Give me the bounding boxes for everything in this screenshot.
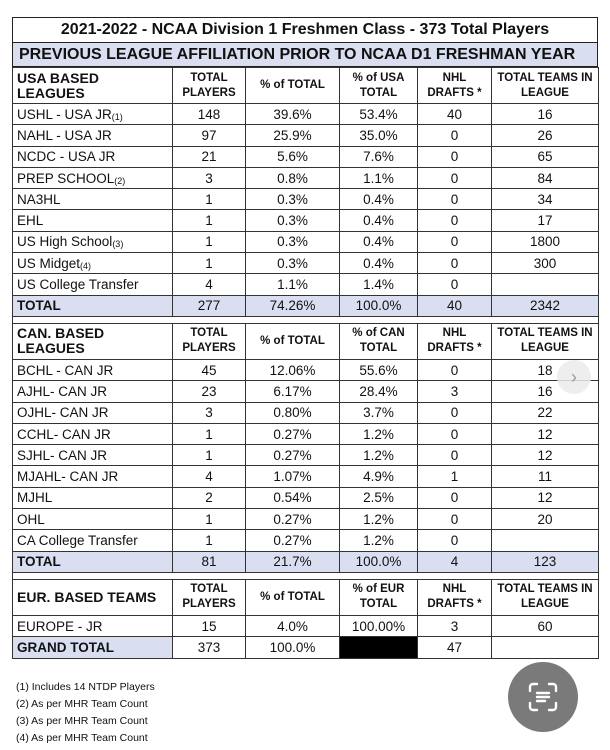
pct-group-cell: 1.2% <box>340 530 418 551</box>
total-teams-cell: 123 <box>492 551 599 572</box>
teams-cell: 17 <box>492 210 599 231</box>
column-header-teams: TOTAL TEAMS IN LEAGUE <box>492 68 599 104</box>
teams-cell <box>492 530 599 551</box>
nhl-drafts-cell: 0 <box>418 274 492 295</box>
pct-group-cell: 7.6% <box>340 146 418 167</box>
pct-group-cell: 53.4% <box>340 104 418 125</box>
redacted-cell <box>340 637 418 658</box>
nhl-drafts-cell: 0 <box>418 359 492 380</box>
pct-total-cell: 5.6% <box>246 146 340 167</box>
nhl-drafts-cell: 3 <box>418 381 492 402</box>
eur-section <box>13 579 599 636</box>
players-cell: 1 <box>173 253 246 274</box>
pct-total-cell: 0.3% <box>246 189 340 210</box>
pct-group-cell: 1.2% <box>340 423 418 444</box>
usa-section <box>13 68 599 317</box>
table-row <box>13 402 599 423</box>
league-name: EHL <box>17 213 44 229</box>
column-header-players: TOTAL PLAYERS <box>173 68 246 104</box>
scan-text-button[interactable] <box>508 662 578 732</box>
nhl-drafts-cell: 0 <box>418 530 492 551</box>
nhl-drafts-cell: 0 <box>418 125 492 146</box>
table-row <box>13 189 599 210</box>
nhl-drafts-cell: 0 <box>418 231 492 252</box>
table-row <box>13 487 599 508</box>
scan-text-icon <box>526 680 560 714</box>
footnote: (3) As per MHR Team Count <box>16 715 148 727</box>
header-row <box>13 323 599 359</box>
league-name: CCHL- CAN JR <box>17 426 111 442</box>
league-name: MJHL <box>17 490 53 506</box>
total-players-cell: 277 <box>173 295 246 316</box>
teams-cell: 16 <box>492 381 599 402</box>
pct-group-cell: 0.4% <box>340 253 418 274</box>
league-name: AJHL- CAN JR <box>17 383 108 399</box>
league-name-cell <box>13 509 173 530</box>
teams-cell: 12 <box>492 445 599 466</box>
table-row <box>13 210 599 231</box>
column-header-pct-group: % of CAN TOTAL <box>340 323 418 359</box>
league-name: OHL <box>17 511 45 527</box>
nhl-drafts-cell: 0 <box>418 167 492 188</box>
total-pct-group-cell: 100.0% <box>340 295 418 316</box>
column-header-players: TOTAL PLAYERS <box>173 323 246 359</box>
grand-total-players: 373 <box>173 637 246 658</box>
players-cell: 3 <box>173 167 246 188</box>
league-name: NAHL - USA JR <box>17 127 112 143</box>
column-header-pct-total: % of TOTAL <box>246 579 340 615</box>
total-row <box>13 551 599 572</box>
pct-total-cell: 0.27% <box>246 530 340 551</box>
pct-total-cell: 0.80% <box>246 402 340 423</box>
column-header-teams: TOTAL TEAMS IN LEAGUE <box>492 579 599 615</box>
table-row <box>13 104 599 125</box>
league-name: US Midget <box>17 255 81 271</box>
nhl-drafts-cell: 0 <box>418 189 492 210</box>
league-name: US College Transfer <box>17 277 139 293</box>
header-row <box>13 68 599 104</box>
column-header-league: CAN. BASED LEAGUES <box>13 323 173 359</box>
chevron-right-icon: › <box>571 366 577 387</box>
pct-total-cell: 0.3% <box>246 210 340 231</box>
pct-total-cell: 0.8% <box>246 167 340 188</box>
league-name-cell <box>13 487 173 508</box>
total-label: TOTAL <box>13 295 173 316</box>
players-cell: 97 <box>173 125 246 146</box>
carousel-next-button[interactable] <box>557 360 591 394</box>
pct-group-cell: 0.4% <box>340 231 418 252</box>
league-name-cell <box>13 231 173 252</box>
grand-total-row <box>13 637 599 658</box>
league-name: NCDC - USA JR <box>17 149 116 165</box>
league-name: BCHL - CAN JR <box>17 362 114 378</box>
column-header-nhl-drafts: NHL DRAFTS * <box>418 323 492 359</box>
league-name-cell <box>13 167 173 188</box>
footnote-marker: (2) <box>114 175 126 186</box>
players-cell: 21 <box>173 146 246 167</box>
teams-cell: 20 <box>492 509 599 530</box>
league-name-cell <box>13 125 173 146</box>
pct-total-cell: 0.27% <box>246 445 340 466</box>
league-name: NA3HL <box>17 191 61 207</box>
teams-cell: 12 <box>492 487 599 508</box>
total-label: TOTAL <box>13 551 173 572</box>
table-row <box>13 445 599 466</box>
teams-cell: 84 <box>492 167 599 188</box>
nhl-drafts-cell: 1 <box>418 466 492 487</box>
players-cell: 45 <box>173 359 246 380</box>
footnote-marker: (1) <box>111 111 123 122</box>
grand-total-teams <box>492 637 599 658</box>
league-name-cell <box>13 423 173 444</box>
column-header-players: TOTAL PLAYERS <box>173 579 246 615</box>
league-name: CA College Transfer <box>17 532 138 548</box>
league-name-cell <box>13 274 173 295</box>
league-name: SJHL- CAN JR <box>17 447 108 463</box>
players-cell: 1 <box>173 210 246 231</box>
pct-group-cell: 1.4% <box>340 274 418 295</box>
table-row <box>13 509 599 530</box>
pct-group-cell: 0.4% <box>340 210 418 231</box>
column-header-league: EUR. BASED TEAMS <box>13 579 173 615</box>
players-cell: 1 <box>173 445 246 466</box>
table-row <box>13 146 599 167</box>
players-cell: 1 <box>173 231 246 252</box>
pct-group-cell: 1.2% <box>340 509 418 530</box>
footnote: (1) Includes 14 NTDP Players <box>16 681 155 693</box>
nhl-drafts-cell: 0 <box>418 445 492 466</box>
teams-cell: 11 <box>492 466 599 487</box>
league-name-cell <box>13 466 173 487</box>
stats-sheet <box>12 17 598 659</box>
players-cell: 1 <box>173 189 246 210</box>
total-nhl-drafts-cell: 40 <box>418 295 492 316</box>
table-row <box>13 381 599 402</box>
pct-total-cell: 39.6% <box>246 104 340 125</box>
footnote-marker: (3) <box>112 239 124 250</box>
grand-total-drafts: 47 <box>418 637 492 658</box>
teams-cell <box>492 274 599 295</box>
header-row <box>13 579 599 615</box>
total-players-cell: 81 <box>173 551 246 572</box>
column-header-pct-total: % of TOTAL <box>246 323 340 359</box>
teams-cell: 18 <box>492 359 599 380</box>
footnote-marker: (4) <box>80 260 92 271</box>
column-header-teams: TOTAL TEAMS IN LEAGUE <box>492 323 599 359</box>
total-teams-cell: 2342 <box>492 295 599 316</box>
nhl-drafts-cell: 0 <box>418 423 492 444</box>
league-name: PREP SCHOOL <box>17 170 115 186</box>
column-header-nhl-drafts: NHL DRAFTS * <box>418 579 492 615</box>
table-row <box>13 466 599 487</box>
league-name-cell <box>13 530 173 551</box>
league-table <box>12 67 599 659</box>
table-row <box>13 274 599 295</box>
nhl-drafts-cell: 0 <box>418 487 492 508</box>
pct-group-cell: 100.00% <box>340 615 418 636</box>
page-title: 2021-2022 - NCAA Division 1 Freshmen Class - 373 Total Players <box>12 17 598 43</box>
pct-total-cell: 1.1% <box>246 274 340 295</box>
pct-total-cell: 0.27% <box>246 423 340 444</box>
page-subtitle: PREVIOUS LEAGUE AFFILIATION PRIOR TO NCAA D1 FRESHMAN YEAR <box>12 43 598 67</box>
pct-group-cell: 2.5% <box>340 487 418 508</box>
league-name: OJHL- CAN JR <box>17 405 109 421</box>
pct-total-cell: 0.3% <box>246 231 340 252</box>
column-header-league: USA BASED LEAGUES <box>13 68 173 104</box>
pct-group-cell: 28.4% <box>340 381 418 402</box>
grand-total-pct: 100.0% <box>246 637 340 658</box>
table-row <box>13 125 599 146</box>
teams-cell: 60 <box>492 615 599 636</box>
league-name: MJAHL- CAN JR <box>17 469 119 485</box>
teams-cell: 22 <box>492 402 599 423</box>
column-header-pct-total: % of TOTAL <box>246 68 340 104</box>
nhl-drafts-cell: 0 <box>418 253 492 274</box>
footnotes <box>16 679 155 747</box>
pct-total-cell: 4.0% <box>246 615 340 636</box>
league-name-cell <box>13 104 173 125</box>
pct-total-cell: 0.54% <box>246 487 340 508</box>
table-row <box>13 231 599 252</box>
league-name: EUROPE - JR <box>17 618 103 634</box>
players-cell: 1 <box>173 423 246 444</box>
teams-cell: 12 <box>492 423 599 444</box>
pct-total-cell: 0.3% <box>246 253 340 274</box>
pct-group-cell: 0.4% <box>340 189 418 210</box>
teams-cell: 34 <box>492 189 599 210</box>
pct-total-cell: 1.07% <box>246 466 340 487</box>
players-cell: 1 <box>173 509 246 530</box>
column-header-pct-group: % of EUR TOTAL <box>340 579 418 615</box>
pct-group-cell: 55.6% <box>340 359 418 380</box>
table-row <box>13 359 599 380</box>
table-row <box>13 615 599 636</box>
players-cell: 23 <box>173 381 246 402</box>
total-pct-group-cell: 100.0% <box>340 551 418 572</box>
table-row <box>13 423 599 444</box>
footnote: (2) As per MHR Team Count <box>16 698 148 710</box>
pct-group-cell: 3.7% <box>340 402 418 423</box>
pct-total-cell: 6.17% <box>246 381 340 402</box>
league-name-cell <box>13 189 173 210</box>
section-divider <box>13 316 599 323</box>
column-header-pct-group: % of USA TOTAL <box>340 68 418 104</box>
teams-cell: 26 <box>492 125 599 146</box>
nhl-drafts-cell: 40 <box>418 104 492 125</box>
teams-cell: 16 <box>492 104 599 125</box>
pct-total-cell: 25.9% <box>246 125 340 146</box>
league-name: USHL - USA JR <box>17 106 112 122</box>
league-name-cell <box>13 381 173 402</box>
league-name-cell <box>13 402 173 423</box>
nhl-drafts-cell: 0 <box>418 402 492 423</box>
pct-group-cell: 1.2% <box>340 445 418 466</box>
table-row <box>13 530 599 551</box>
players-cell: 15 <box>173 615 246 636</box>
pct-group-cell: 4.9% <box>340 466 418 487</box>
column-header-nhl-drafts: NHL DRAFTS * <box>418 68 492 104</box>
teams-cell: 1800 <box>492 231 599 252</box>
teams-cell: 65 <box>492 146 599 167</box>
players-cell: 2 <box>173 487 246 508</box>
table-row <box>13 253 599 274</box>
nhl-drafts-cell: 0 <box>418 146 492 167</box>
total-row <box>13 295 599 316</box>
nhl-drafts-cell: 0 <box>418 509 492 530</box>
pct-group-cell: 35.0% <box>340 125 418 146</box>
league-name-cell <box>13 445 173 466</box>
pct-total-cell: 12.06% <box>246 359 340 380</box>
league-name-cell <box>13 210 173 231</box>
can-section <box>13 323 599 572</box>
pct-total-cell: 0.27% <box>246 509 340 530</box>
total-pct-total-cell: 74.26% <box>246 295 340 316</box>
nhl-drafts-cell: 0 <box>418 210 492 231</box>
league-name: US High School <box>17 234 113 250</box>
league-name-cell <box>13 615 173 636</box>
players-cell: 1 <box>173 530 246 551</box>
league-name-cell <box>13 359 173 380</box>
total-nhl-drafts-cell: 4 <box>418 551 492 572</box>
table-row <box>13 167 599 188</box>
footnote: (4) As per MHR Team Count <box>16 732 148 744</box>
nhl-drafts-cell: 3 <box>418 615 492 636</box>
players-cell: 3 <box>173 402 246 423</box>
league-name-cell <box>13 253 173 274</box>
players-cell: 148 <box>173 104 246 125</box>
pct-group-cell: 1.1% <box>340 167 418 188</box>
players-cell: 4 <box>173 274 246 295</box>
total-pct-total-cell: 21.7% <box>246 551 340 572</box>
section-divider <box>13 572 599 579</box>
grand-total-label: GRAND TOTAL <box>13 637 173 658</box>
league-name-cell <box>13 146 173 167</box>
players-cell: 4 <box>173 466 246 487</box>
teams-cell: 300 <box>492 253 599 274</box>
